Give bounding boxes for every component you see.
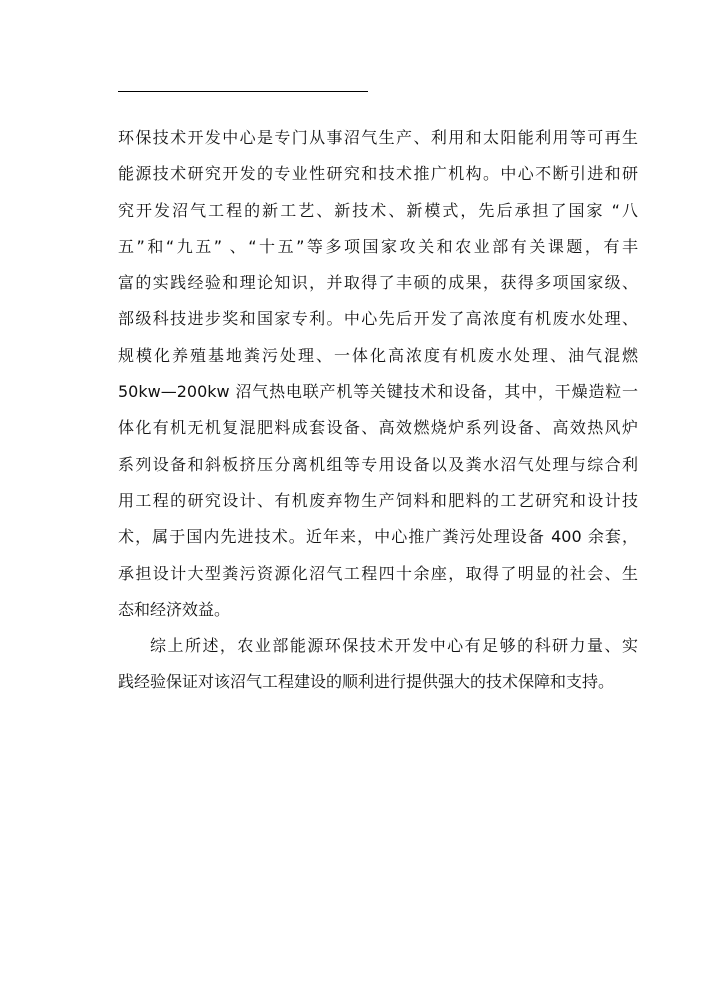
header-divider-line <box>118 91 368 92</box>
text-line: 规模化养殖基地粪污处理、一体化高浓度有机废水处理、油气混燃 <box>118 345 638 365</box>
text-line: 承担设计大型粪污资源化沼气工程四十余座，取得了明显的社会、生 <box>118 563 638 583</box>
text-line: 50kw—200kw 沼气热电联产机等关键技术和设备，其中，干燥造粒一 <box>118 382 638 402</box>
document-body <box>118 120 638 701</box>
text-line: 体化有机无机复混肥料成套设备、高效燃烧炉系列设备、高效热风炉 <box>118 418 638 438</box>
text-line: 究开发沼气工程的新工艺、新技术、新模式，先后承担了国家 “八 <box>118 200 638 220</box>
text-line: 态和经济效益。 <box>118 599 231 619</box>
paragraph-2 <box>118 628 638 701</box>
text-line: 用工程的研究设计、有机废弃物生产饲料和肥料的工艺研究和设计技 <box>118 490 638 510</box>
text-line: 部级科技进步奖和国家专利。中心先后开发了高浓度有机废水处理、 <box>118 309 638 329</box>
text-line: 术，属于国内先进技术。近年来，中心推广粪污处理设备 400 余套， <box>118 527 638 547</box>
text-line: 系列设备和斜板挤压分离机组等专用设备以及粪水沼气处理与综合利 <box>118 454 638 474</box>
text-line: 能源技术研究开发的专业性研究和技术推广机构。中心不断引进和研 <box>118 164 638 184</box>
text-line: 综上所述，农业部能源环保技术开发中心有足够的科研力量、实 <box>150 636 638 656</box>
text-line: 环保技术开发中心是专门从事沼气生产、利用和太阳能利用等可再生 <box>118 128 638 147</box>
text-line: 富的实践经验和理论知识，并取得了丰硕的成果，获得多项国家级、 <box>118 273 638 293</box>
text-line: 践经验保证对该沼气工程建设的顺利进行提供强大的技术保障和支持。 <box>118 672 615 692</box>
paragraph-1 <box>118 120 638 628</box>
text-line: 五”和“九五” 、“十五”等多项国家攻关和农业部有关课题，有丰 <box>118 236 638 256</box>
